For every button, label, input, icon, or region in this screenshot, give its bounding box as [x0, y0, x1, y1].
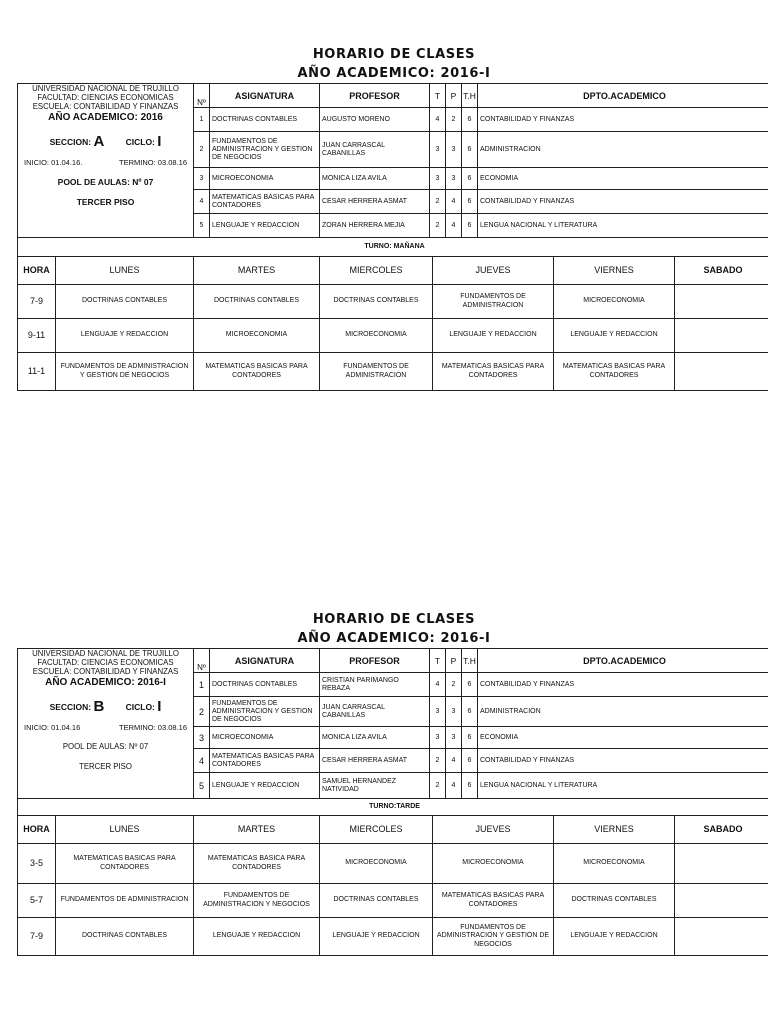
school-name: ESCUELA: CONTABILIDAD Y FINANZAS	[32, 102, 179, 111]
dates-row	[18, 723, 193, 732]
col-header-th: T.H	[462, 649, 478, 673]
col-header-p: P	[446, 649, 462, 673]
col-header-subject: ASIGNATURA	[210, 84, 320, 108]
schedule-block-b	[17, 610, 768, 956]
floor: TERCER PISO	[76, 197, 135, 207]
doc-subtitle: AÑO ACADEMICO: 2016-I	[297, 66, 491, 81]
schedule-block-a	[17, 45, 768, 391]
classroom-pool: POOL DE AULAS: Nº 07	[57, 177, 154, 187]
end-date: TERMINO: 03.08.16	[119, 723, 187, 732]
academic-year: AÑO ACADEMICO: 2016-I	[45, 677, 166, 688]
section-cycle-row	[18, 133, 193, 150]
table-row: 4 MATEMATICAS BASICAS PARA CONTADORES CESAR HERRERA ASMAT 2 4 6 CONTABILIDAD Y FINANZAS	[18, 749, 768, 773]
weekly-schedule-table	[17, 237, 768, 391]
col-header-number: Nº	[194, 649, 210, 673]
table-row: 2 FUNDAMENTOS DE ADMINISTRACION Y GESTION DE NEGOCIOS JUAN CARRASCAL CABANILLAS 3 3 6 ADMINISTRACION	[18, 132, 768, 168]
section-value: B	[93, 698, 105, 715]
col-header-professor: PROFESOR	[320, 84, 430, 108]
end-date: TERMINO: 03.08.16	[119, 158, 187, 167]
cycle-label: CICLO:	[125, 137, 155, 147]
table-row: 7-9 DOCTRINAS CONTABLES LENGUAJE Y REDACCION LENGUAJE Y REDACCION FUNDAMENTOS DE ADMINISTRACION Y GESTION DE NEGOCIOS LENGUAJE Y REDACCION	[18, 918, 768, 956]
shift-label: TURNO: MAÑANA	[18, 238, 768, 257]
start-date: INICIO: 01.04.16	[24, 723, 81, 732]
table-row: 5-7 FUNDAMENTOS DE ADMINISTRACION FUNDAMENTOS DE ADMINISTRACION Y NEGOCIOS DOCTRINAS CONTABLES MATEMATICAS BASICAS PARA CONTADORES DOCTRINAS CONTABLES	[18, 884, 768, 918]
cycle-value: I	[157, 133, 162, 150]
table-row: 3 MICROECONOMIA MONICA LIZA AVILA 3 3 6 ECONOMIA	[18, 727, 768, 749]
cycle-value: I	[157, 698, 162, 715]
floor: TERCER PISO	[79, 762, 132, 771]
course-table	[17, 83, 768, 238]
days-header-row: HORA LUNES MARTES MIERCOLES JUEVES VIERNES SABADO	[18, 816, 768, 844]
course-table	[17, 648, 768, 799]
faculty-name: FACULTAD: CIENCIAS ECONOMICAS	[37, 93, 174, 102]
school-name: ESCUELA: CONTABILIDAD Y FINANZAS	[32, 667, 179, 676]
table-row: 5 LENGUAJE Y REDACCION ZORAN HERRERA MEJIA 2 4 6 LENGUA NACIONAL Y LITERATURA	[18, 214, 768, 238]
table-row: 1 DOCTRINAS CONTABLES CRISTIAN PARIMANGO REBAZA 4 2 6 CONTABILIDAD Y FINANZAS	[18, 673, 768, 697]
table-row: 11-1 FUNDAMENTOS DE ADMINISTRACION Y GESTION DE NEGOCIOS MATEMATICAS BASICAS PARA CONTADORES FUNDAMENTOS DE ADMINISTRACION MATEMATICAS BASICAS PARA CONTADORES MATEMATICAS BASICAS PARA CONTADORES	[18, 353, 768, 391]
course-info-panel	[18, 84, 194, 238]
academic-year: AÑO ACADEMICO: 2016	[48, 112, 163, 123]
table-row: 2 FUNDAMENTOS DE ADMINISTRACION Y GESTION DE NEGOCIOS JUAN CARRASCAL CABANILLAS 3 3 6 ADMINISTRACION	[18, 697, 768, 727]
table-row: 9-11 LENGUAJE Y REDACCION MICROECONOMIA MICROECONOMIA LENGUAJE Y REDACCION LENGUAJE Y REDACCION	[18, 319, 768, 353]
faculty-name: FACULTAD: CIENCIAS ECONOMICAS	[37, 658, 174, 667]
days-header-row: HORA LUNES MARTES MIERCOLES JUEVES VIERNES SABADO	[18, 257, 768, 285]
section-cycle-row	[18, 698, 193, 715]
col-header-t: T	[430, 649, 446, 673]
table-row: 3-5 MATEMATICAS BASICAS PARA CONTADORES MATEMATICAS BASICA PARA CONTADORES MICROECONOMIA MICROECONOMIA MICROECONOMIA	[18, 844, 768, 884]
table-row: 7-9 DOCTRINAS CONTABLES DOCTRINAS CONTABLES DOCTRINAS CONTABLES FUNDAMENTOS DE ADMINISTRACION MICROECONOMIA	[18, 285, 768, 319]
section-label: SECCION:	[49, 137, 92, 147]
table-row: 3 MICROECONOMIA MONICA LIZA AVILA 3 3 6 ECONOMIA	[18, 168, 768, 190]
doc-title: HORARIO DE CLASES	[312, 612, 476, 627]
col-header-th: T.H	[462, 84, 478, 108]
col-header-number: Nº	[194, 84, 210, 108]
cycle-label: CICLO:	[125, 702, 155, 712]
course-info-panel	[18, 649, 194, 799]
classroom-pool: POOL DE AULAS: Nº 07	[62, 742, 149, 751]
start-date: INICIO: 01.04.16.	[24, 158, 83, 167]
col-header-department: DPTO.ACADEMICO	[478, 84, 768, 108]
col-header-professor: PROFESOR	[320, 649, 430, 673]
university-name: UNIVERSIDAD NACIONAL DE TRUJILLO	[32, 84, 179, 93]
table-row: 1 DOCTRINAS CONTABLES AUGUSTO MORENO 4 2 6 CONTABILIDAD Y FINANZAS	[18, 108, 768, 132]
col-header-subject: ASIGNATURA	[210, 649, 320, 673]
section-label: SECCION:	[49, 702, 92, 712]
table-row: 5 LENGUAJE Y REDACCION SAMUEL HERNANDEZ NATIVIDAD 2 4 6 LENGUA NACIONAL Y LITERATURA	[18, 773, 768, 799]
col-header-t: T	[430, 84, 446, 108]
weekly-schedule-table	[17, 798, 768, 956]
table-row: 4 MATEMATICAS BASICAS PARA CONTADORES CESAR HERRERA ASMAT 2 4 6 CONTABILIDAD Y FINANZAS	[18, 190, 768, 214]
university-name: UNIVERSIDAD NACIONAL DE TRUJILLO	[32, 649, 179, 658]
dates-row	[18, 158, 193, 167]
col-header-p: P	[446, 84, 462, 108]
col-header-department: DPTO.ACADEMICO	[478, 649, 768, 673]
section-value: A	[93, 133, 105, 150]
doc-title: HORARIO DE CLASES	[312, 47, 476, 62]
doc-subtitle: AÑO ACADEMICO: 2016-I	[297, 631, 491, 646]
shift-label: TURNO:TARDE	[18, 799, 768, 816]
